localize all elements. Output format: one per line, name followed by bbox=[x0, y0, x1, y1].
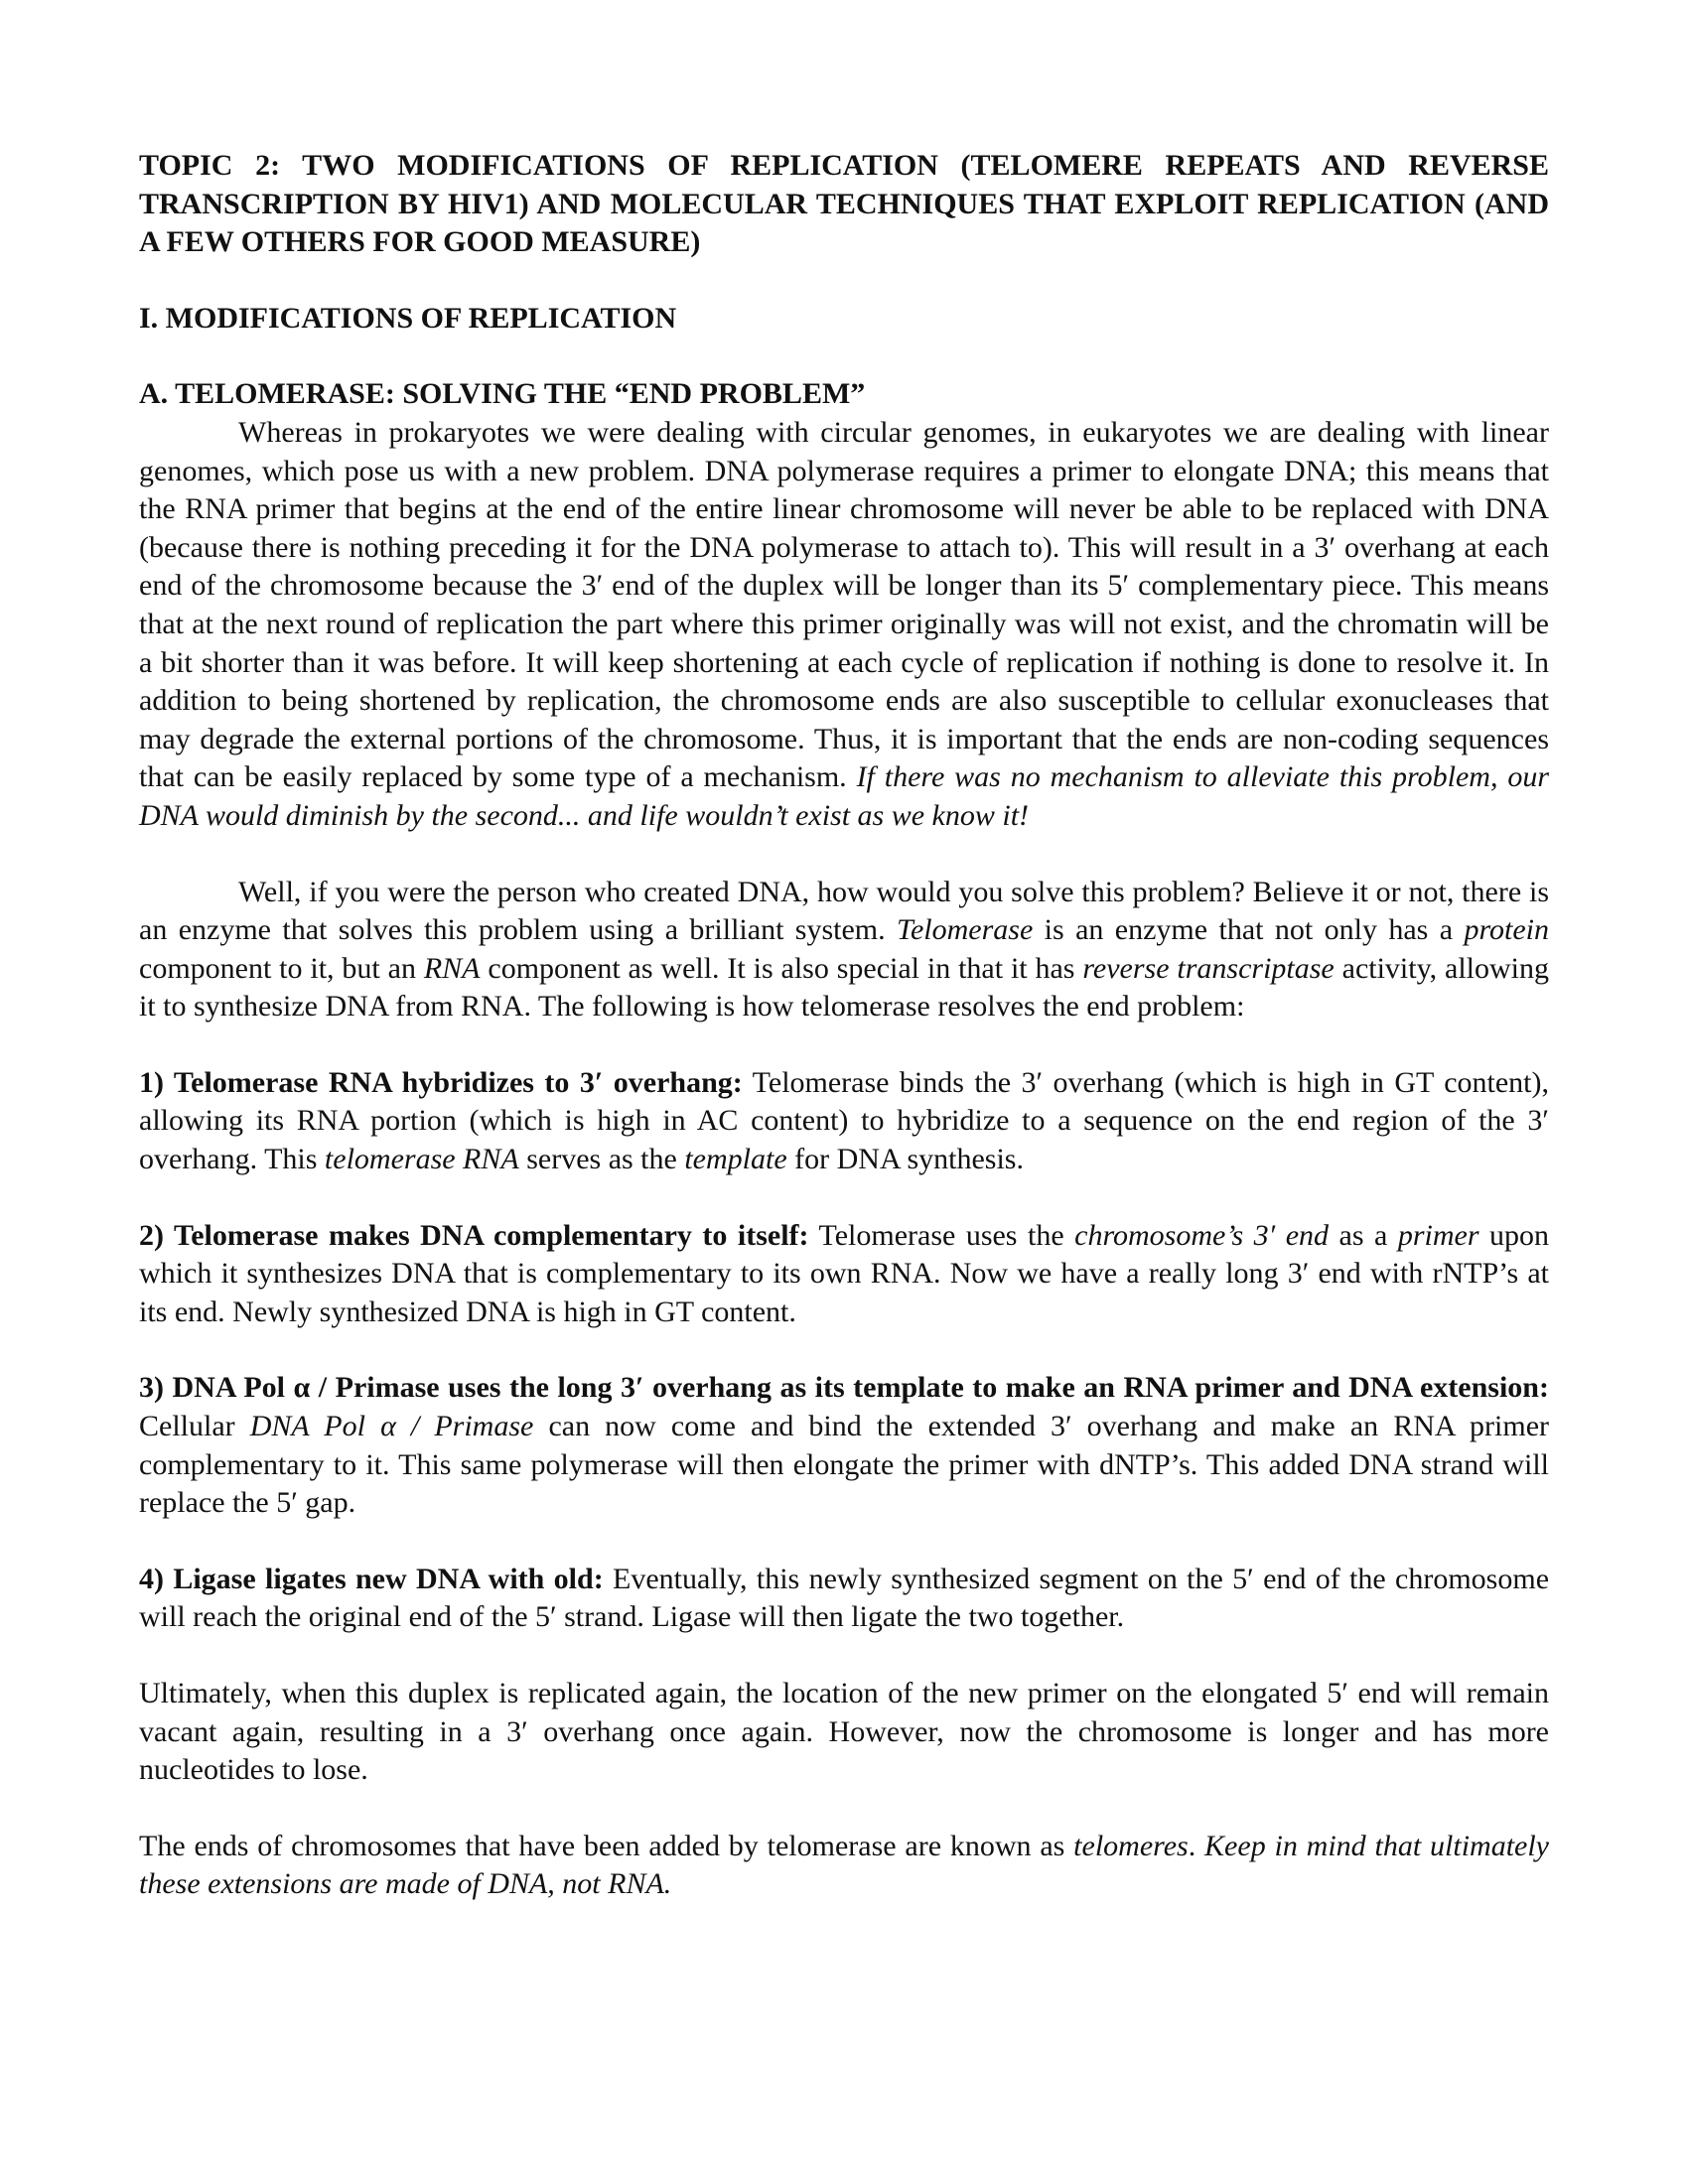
step-2-term-2: primer bbox=[1397, 1218, 1479, 1252]
para2-term-protein: protein bbox=[1464, 913, 1549, 947]
step-3-title: 3) DNA Pol α / Primase uses the long 3′ overhang as its template to make an RNA primer and DNA extension: bbox=[139, 1371, 1549, 1405]
step-1 bbox=[139, 1064, 1549, 1179]
ultimately-paragraph: Ultimately, when this duplex is replicated again, the location of the new primer on the elongated 5′ end will remain vacant again, resulting in a 3′ overhang once again. However, now the chromosome is longer and has more nucleotides to lose. bbox=[139, 1677, 1549, 1787]
step-3-text-1: Cellular bbox=[139, 1410, 250, 1443]
step-2-text-1: Telomerase uses the bbox=[808, 1218, 1075, 1252]
para2-text-4: component as well. It is also special in that it has bbox=[480, 951, 1083, 985]
step-2 bbox=[139, 1217, 1549, 1332]
subsection-heading: A. TELOMERASE: SOLVING THE “END PROBLEM” bbox=[139, 377, 866, 411]
step-2-term-1: chromosome’s 3′ end bbox=[1074, 1218, 1330, 1252]
step-3 bbox=[139, 1369, 1549, 1522]
para2-text-2: is an enzyme that not only has a bbox=[1033, 913, 1465, 947]
paragraph-2 bbox=[139, 874, 1549, 1026]
para2-term-rna: RNA bbox=[423, 951, 481, 985]
step-2-text-2: as a bbox=[1329, 1218, 1398, 1252]
final-text-2: . bbox=[1188, 1829, 1205, 1862]
para2-text-1: Well, if you were the person who created DNA, how would you solve this problem? Believe it or not, there is an enzyme that solves this problem using a brilliant system. bbox=[139, 875, 1549, 947]
section-heading: I. MODIFICATIONS OF REPLICATION bbox=[139, 301, 677, 335]
step-4-text-1: Eventually, this newly synthesized segment on the 5′ end of the chromosome will reach the original end of the 5′ strand. Ligase will then ligate the two together. bbox=[139, 1562, 1550, 1634]
step-1-text-1: Telomerase binds the 3′ overhang (which is high in GT content), allowing its RNA portion (which is high in AC content) to hybridize to a sequence on the end region of the 3′ overhang. This bbox=[139, 1065, 1549, 1176]
para2-text-3: component to it, but an bbox=[139, 951, 424, 985]
step-1-term-2: template bbox=[684, 1143, 787, 1176]
step-4 bbox=[139, 1561, 1549, 1637]
document-page bbox=[139, 147, 1549, 1904]
step-3-term-1: DNA Pol α / Primase bbox=[249, 1410, 534, 1443]
step-1-text-3: for DNA synthesis. bbox=[786, 1143, 1024, 1176]
intro-text: Whereas in prokaryotes we were dealing with circular genomes, in eukaryotes we are dealing with linear genomes, which pose us with a new problem. DNA polymerase requires a primer to elongate DNA; this means that the RNA primer that begins at the end of the entire linear chromosome will never be able to be replaced with DNA (because there is nothing preceding it for the DNA polymerase to attach to). This will result in a 3′ overhang at each end of the chromosome because the 3′ end of the duplex will be longer than its 5′ complementary piece. This means that at the next round of replication the part where this primer originally was will not exist, and the chromatin will be a bit shorter than it was before. It will keep shortening at each cycle of replication if nothing is done to resolve it. In addition to being shortened by replication, the chromosome ends are also susceptible to cellular exonucleases that may degrade the external portions of the chromosome. Thus, it is important that the ends are non-coding sequences that can be easily replaced by some type of a mechanism. bbox=[139, 415, 1549, 794]
intro-paragraph bbox=[139, 414, 1549, 836]
para2-term-reverse-transcriptase: reverse transcriptase bbox=[1082, 951, 1335, 985]
step-1-title: 1) Telomerase RNA hybridizes to 3′ overhang: bbox=[139, 1065, 743, 1099]
step-1-text-2: serves as the bbox=[518, 1143, 685, 1176]
final-paragraph bbox=[139, 1828, 1549, 1904]
step-2-title: 2) Telomerase makes DNA complementary to itself: bbox=[139, 1218, 809, 1252]
step-3-text-2: can now come and bind the extended 3′ overhang and make an RNA primer complementary to it. This same polymerase will then elongate the primer with dNTP’s. This added DNA strand will replace the 5′ gap. bbox=[139, 1410, 1549, 1520]
final-text-1: The ends of chromosomes that have been added by telomerase are known as bbox=[139, 1829, 1074, 1862]
page-title: TOPIC 2: TWO MODIFICATIONS OF REPLICATION (TELOMERE REPEATS AND REVERSE TRANSCRIPTION BY HIV1) AND MOLECULAR TECHNIQUES THAT EXPLOIT REPLICATION (AND A FEW OTHERS FOR GOOD MEASURE) bbox=[139, 149, 1549, 259]
step-2-text-3: upon which it synthesizes DNA that is complementary to its own RNA. Now we have a really long 3′ end with rNTP’s at its end. Newly synthesized DNA is high in GT content. bbox=[139, 1218, 1549, 1328]
final-italic-note: Keep in mind that ultimately these extensions are made of DNA, not RNA. bbox=[139, 1829, 1549, 1901]
step-4-title: 4) Ligase ligates new DNA with old: bbox=[139, 1562, 604, 1595]
final-term-telomeres: telomeres bbox=[1073, 1829, 1189, 1862]
para2-text-5: activity, allowing it to synthesize DNA from RNA. The following is how telomerase resolves the end problem: bbox=[139, 951, 1550, 1024]
para2-term-telomerase: Telomerase bbox=[897, 913, 1034, 947]
step-1-term-1: telomerase RNA bbox=[324, 1143, 519, 1176]
intro-italic: If there was no mechanism to alleviate this problem, our DNA would diminish by the second... and life wouldn’t exist as we know it! bbox=[139, 760, 1549, 832]
